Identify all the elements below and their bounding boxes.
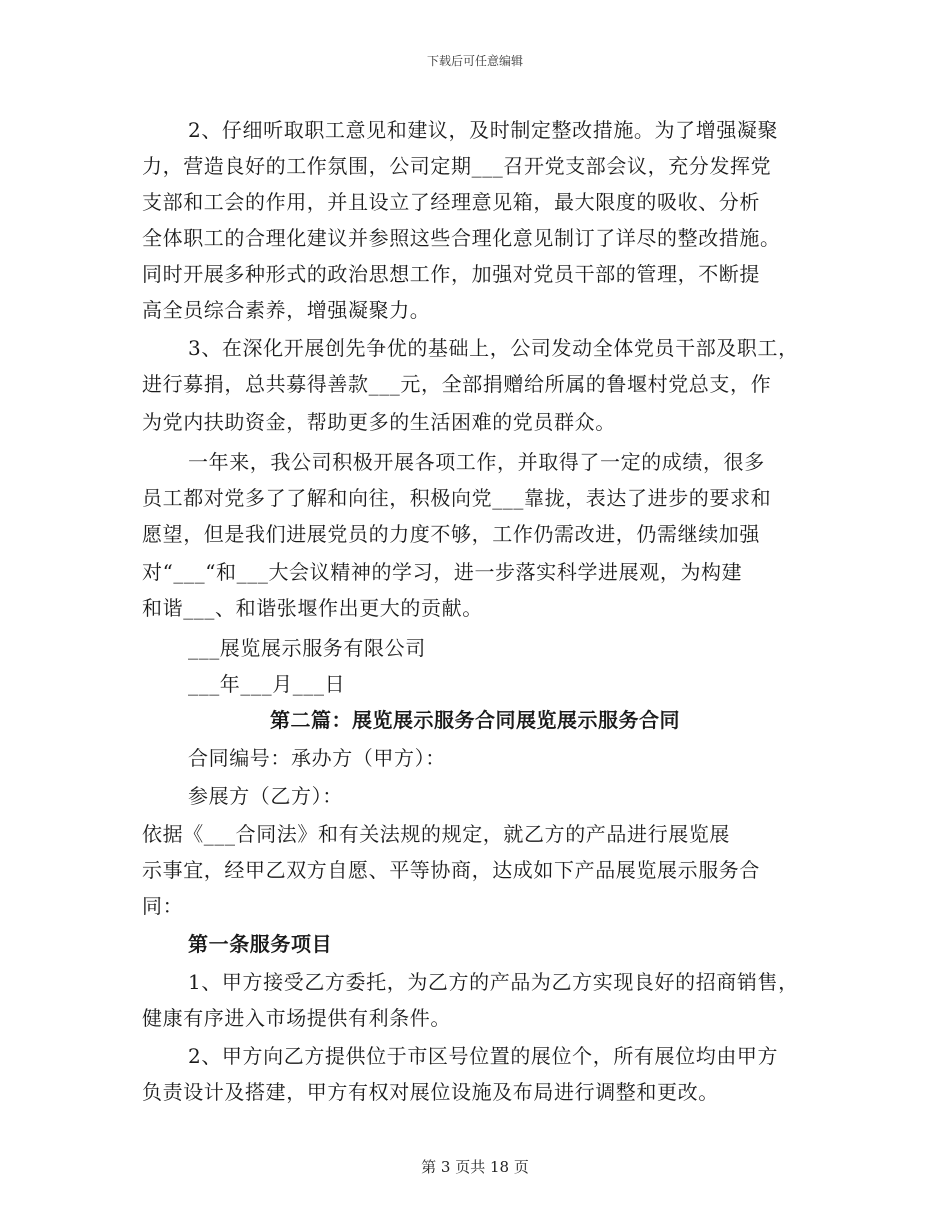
- paragraph-line: 和谐___、和谐张堰作出更大的贡献。: [142, 596, 483, 620]
- paragraph-line: 2、仔细听取职工意见和建议，及时制定整改措施。为了增强凝聚: [188, 118, 779, 142]
- party-b-line: 参展方（乙方）：: [188, 784, 343, 808]
- date-line: ___年___月___日: [188, 672, 346, 696]
- paragraph-line: 进行募捐，总共募得善款___元，全部捐赠给所属的鲁堰村党总支，作: [142, 372, 772, 396]
- page-footer: 第 3 页共 18 页: [421, 1158, 529, 1176]
- paragraph-line: 为党内扶助资金，帮助更多的生活困难的党员群众。: [142, 410, 616, 434]
- paragraph-line: 3、在深化开展创先争优的基础上，公司发动全体党员干部及职工，: [188, 336, 799, 360]
- paragraph-line: 愿望，但是我们进展党员的力度不够，工作仍需改进，仍需继续加强: [142, 522, 760, 546]
- paragraph-line: 一年来，我公司积极开展各项工作，并取得了一定的成绩，很多: [188, 450, 765, 474]
- paragraph-line: 力，营造良好的工作氛围，公司定期___召开党支部会议，充分发挥党: [142, 154, 772, 178]
- paragraph-line: 负责设计及搭建，甲方有权对展位设施及布局进行调整和更改。: [142, 1080, 719, 1104]
- paragraph-line: 对“___“和___大会议精神的学习，进一步落实科学进展观，为构建: [142, 560, 743, 584]
- paragraph-line: 高全员综合素养，增强凝聚力。: [142, 298, 431, 322]
- company-signature: ___展览展示服务有限公司: [188, 636, 426, 660]
- paragraph-line: 健康有序进入市场提供有利条件。: [142, 1006, 451, 1030]
- paragraph-line: 支部和工会的作用，并且设立了经理意见箱，最大限度的吸收、分析: [142, 190, 760, 214]
- article-heading: 第一条服务项目: [188, 932, 333, 956]
- paragraph-line: 2、甲方向乙方提供位于市区号位置的展位个，所有展位均由甲方: [188, 1044, 779, 1068]
- section-title: 第二篇：展览展示服务合同展览展示服务合同: [270, 708, 680, 732]
- paragraph-line: 同时开展多种形式的政治思想工作，加强对党员干部的管理，不断提: [142, 262, 760, 286]
- paragraph-line: 依据《___合同法》和有关法规的规定，就乙方的产品进行展览展: [142, 822, 730, 846]
- paragraph-line: 员工都对党多了了解和向往，积极向党___靠拢，表达了进步的要求和: [142, 486, 772, 510]
- paragraph-line: 同：: [142, 894, 184, 918]
- contract-number-line: 合同编号：承办方（甲方）：: [188, 746, 446, 770]
- paragraph-line: 1、甲方接受乙方委托，为乙方的产品为乙方实现良好的招商销售，: [188, 970, 799, 994]
- paragraph-line: 示事宜，经甲乙双方自愿、平等协商，达成如下产品展览展示服务合: [142, 858, 760, 882]
- page-header: 下载后可任意编辑: [426, 54, 523, 68]
- paragraph-line: 全体职工的合理化建议并参照这些合理化意见制订了详尽的整改措施。: [142, 226, 781, 250]
